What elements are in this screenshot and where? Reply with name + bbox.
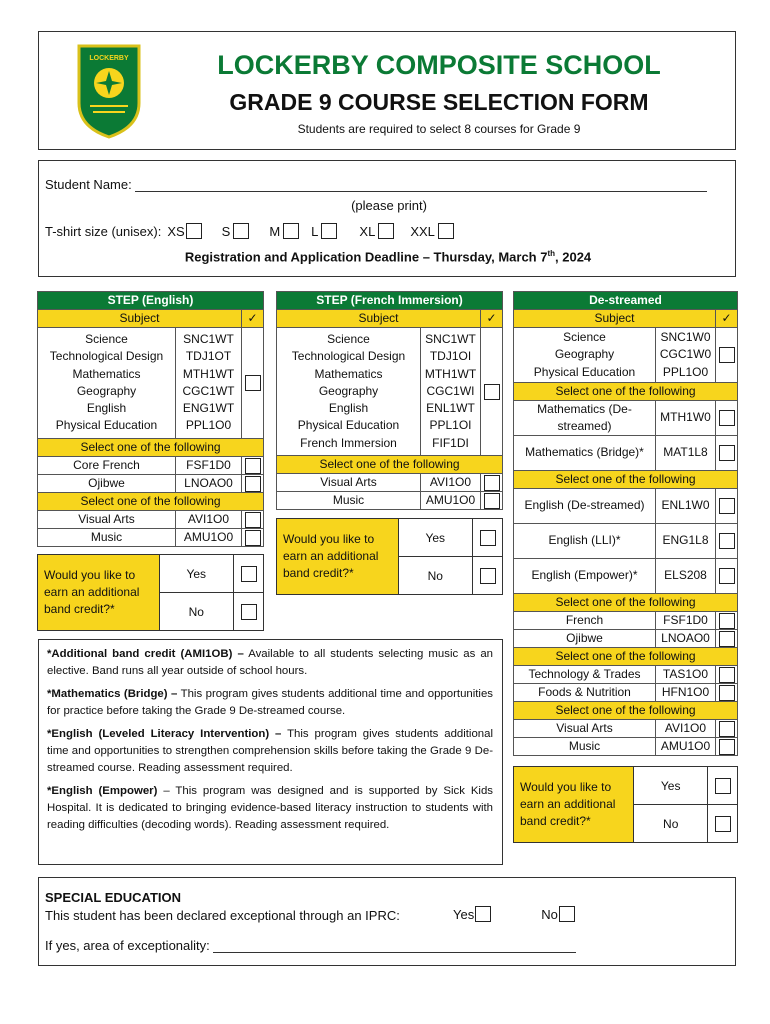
select-one-label: Select one of the following [38,492,264,510]
iprc-question: This student has been declared exceptional through an IPRC: [45,908,400,923]
subject: Visual Arts [38,510,176,528]
student-name-label: Student Name: [45,177,132,192]
check-header: ✓ [242,310,264,328]
subject: English [86,401,127,416]
course-checkbox[interactable] [484,493,500,509]
note-title: *English (Leveled Literacy Intervention) – [47,728,282,740]
band-question-text: Would you like to earn an additional band credit?* [514,767,634,842]
course-code: SNC1WT [425,332,476,346]
iprc-yes-checkbox[interactable] [475,906,491,922]
band-no-checkbox[interactable] [715,816,731,832]
subject: Core French [38,456,176,474]
note-title: *Mathematics (Bridge) – [47,688,178,700]
core-package-checkbox[interactable] [245,375,261,391]
subject: Technological Design [291,349,406,364]
destreamed-table [513,291,738,756]
course-code: AVI1O0 [421,474,481,492]
note-body: Available to all students selecting music as an elective. Band runs all year outside of school hours. [47,648,493,677]
course-code: AVI1O0 [176,510,242,528]
band-yes-checkbox[interactable] [480,530,496,546]
course-code: MTH1WT [182,366,235,381]
note-band [47,646,493,680]
course-code: MTH1W0 [656,400,716,435]
step-english-table [37,291,264,547]
note-title: *English (Empower) [47,785,158,797]
size-xl-label: XL [359,223,376,239]
subject: Mathematics (Bridge)* [514,435,656,470]
size-s-label: S [221,223,231,239]
student-name-field[interactable] [135,178,707,192]
table-row [514,435,738,470]
core-subjects [277,328,421,456]
subject: Music [277,492,421,510]
course-code: ELS208 [656,558,716,593]
form-title: GRADE 9 COURSE SELECTION FORM [229,89,649,115]
course-code: PPL1O0 [185,418,232,433]
note-english-empower [47,783,493,834]
course-code: TAS1O0 [656,665,716,683]
course-checkbox[interactable] [719,721,735,737]
header-box [38,31,736,150]
subject: French [514,611,656,629]
subject: Science [327,332,370,346]
tshirt-label: T-shirt size (unisex): [45,223,162,239]
course-code: TDJ1OI [429,349,472,364]
course-code: AMU1O0 [421,492,481,510]
course-code: LNOAO0 [656,629,716,647]
size-s-checkbox[interactable] [233,223,249,239]
yes-label: Yes [660,778,681,793]
table-row [514,488,738,523]
course-code: LNOAO0 [176,474,242,492]
check-header: ✓ [716,310,738,328]
table-row [514,737,738,755]
special-education-title: SPECIAL EDUCATION [45,890,182,905]
course-code: CGC1W0 [659,347,712,362]
core-subjects [38,328,176,439]
note-body: This program gives students additional time and opportunities to strengthen comprehension skills before taking the Grade 9 De-streamed course. Reading assessment required. [47,728,493,774]
size-m-label: M [269,223,281,239]
subject: Music [514,737,656,755]
course-code: SNC1W0 [660,330,711,344]
table-row [38,456,264,474]
select-one-label: Select one of the following [38,438,264,456]
course-code: ENG1L8 [656,523,716,558]
core-package-checkbox[interactable] [719,347,735,363]
course-checkbox[interactable] [719,533,735,549]
course-code: PPL1O0 [662,364,709,379]
print-hint: (please print) [351,198,427,213]
table-row [514,629,738,647]
french-band-question [276,518,503,595]
course-checkbox[interactable] [245,476,261,492]
deadline-text: Registration and Application Deadline – Thursday, March 7 [184,249,548,265]
course-checkbox[interactable] [719,445,735,461]
tshirt-row [45,223,454,239]
iprc-no-checkbox[interactable] [559,906,575,922]
course-checkbox[interactable] [245,530,261,546]
school-crest-logo [76,43,142,139]
core-codes [176,328,242,439]
note-body: – This program was designed and is supported by Sick Kids Hospital. It is dedicated to bringing evidence-based literacy instruction to students with reading difficulties (decoding words). Reading assessment required. [47,785,493,831]
subject: Visual Arts [277,474,421,492]
band-question-text: Would you like to earn an additional band credit?* [277,519,399,594]
subject: Mathematics [314,366,383,381]
select-one-label: Select one of the following [514,382,738,400]
destreamed-band-question [513,766,738,843]
size-l-label: L [311,223,319,239]
subject: Ojibwe [514,629,656,647]
course-code: ENL1WT [426,401,475,416]
special-education-box [38,877,736,966]
course-code: FIF1DI [432,435,469,450]
band-yes-checkbox[interactable] [715,778,731,794]
subject: English (De-streamed) [514,488,656,523]
subject: Physical Education [533,364,636,379]
size-m-checkbox[interactable] [283,223,299,239]
course-code: AMU1O0 [176,528,242,546]
table-row [514,719,738,737]
student-info-box [38,160,736,277]
table-row [514,558,738,593]
subject-header: Subject [277,310,481,328]
subject-header: Subject [514,310,716,328]
course-code: FSF1D0 [176,456,242,474]
deadline-year: , 2024 [555,249,592,265]
table-row [514,683,738,701]
subject: French Immersion [300,435,397,450]
band-question-text: Would you like to earn an additional band credit?* [38,555,160,630]
course-checkbox[interactable] [719,631,735,647]
size-xxl-checkbox[interactable] [438,223,454,239]
exceptionality-field[interactable] [213,939,576,953]
table-row [38,474,264,492]
english-band-question [37,554,264,631]
note-body: This program gives students additional time and opportunities for practice before taking the Grade 9 De-streamed course. [47,688,493,717]
size-xs-checkbox[interactable] [186,223,202,239]
subject: Ojibwe [38,474,176,492]
select-one-label: Select one of the following [514,701,738,719]
table-row [38,528,264,546]
core-codes [656,328,716,383]
crest-lettering: LOCKERBY [89,55,129,62]
course-code: MAT1L8 [656,435,716,470]
subject: Geography [554,347,615,362]
table-row [514,523,738,558]
subject: Science [85,332,128,346]
check-header: ✓ [481,310,503,328]
core-package-checkbox[interactable] [484,384,500,400]
table-row [38,510,264,528]
form-subtitle: Students are required to select 8 courses for Grade 9 [297,122,581,136]
course-checkbox[interactable] [719,613,735,629]
exceptionality-label: If yes, area of exceptionality: [45,938,210,953]
core-subjects [514,328,656,383]
course-code: AVI1O0 [656,719,716,737]
subject: Physical Education [55,418,158,433]
course-checkbox[interactable] [719,410,735,426]
yes-label: Yes [425,530,446,545]
course-code: MTH1WT [424,366,477,381]
subject: English [328,401,369,416]
course-code: SNC1WT [183,332,234,346]
course-code: FSF1D0 [656,611,716,629]
subject: Geography [318,383,379,398]
subject: English (LLI)* [514,523,656,558]
note-math-bridge [47,686,493,720]
notes-box [38,639,503,865]
table-row [514,400,738,435]
size-xs-label: XS [167,223,185,239]
band-no-checkbox[interactable] [241,604,257,620]
select-one-label: Select one of the following [514,470,738,488]
course-code: ENL1W0 [656,488,716,523]
select-one-label: Select one of the following [514,593,738,611]
band-yes-checkbox[interactable] [241,566,257,582]
subject: Technological Design [49,349,164,364]
table-row [514,665,738,683]
iprc-no-label: No [541,906,558,922]
course-code: HFN1O0 [656,683,716,701]
course-code: CGC1WT [182,383,235,398]
school-name: LOCKERBY COMPOSITE SCHOOL [217,50,661,80]
subject: Visual Arts [514,719,656,737]
course-code: CGC1WI [426,383,475,398]
table-row [277,492,503,510]
subject: Mathematics (De-streamed) [514,400,656,435]
course-code: AMU1O0 [656,737,716,755]
course-checkbox[interactable] [719,498,735,514]
course-checkbox[interactable] [719,568,735,584]
size-l-checkbox[interactable] [321,223,337,239]
table-row [277,474,503,492]
subject: Foods & Nutrition [514,683,656,701]
size-xl-checkbox[interactable] [378,223,394,239]
course-code: TDJ1OT [185,349,232,364]
table-row [514,611,738,629]
course-checkbox[interactable] [719,685,735,701]
band-no-checkbox[interactable] [480,568,496,584]
destreamed-title: De-streamed [514,292,738,310]
subject: Mathematics [72,366,141,381]
yes-label: Yes [186,566,207,581]
step-english-title: STEP (English) [38,292,264,310]
subject: Science [563,330,606,344]
course-checkbox[interactable] [719,667,735,683]
subject: Music [38,528,176,546]
course-checkbox[interactable] [245,512,261,528]
note-english-lli [47,726,493,777]
deadline [39,249,737,264]
select-one-label: Select one of the following [277,456,503,474]
course-checkbox[interactable] [245,458,261,474]
course-checkbox[interactable] [719,739,735,755]
subject: Technology & Trades [514,665,656,683]
course-code: PPL1OI [429,418,472,433]
course-checkbox[interactable] [484,475,500,491]
step-french-title: STEP (French Immersion) [277,292,503,310]
subject: Geography [76,383,137,398]
subject: English (Empower)* [514,558,656,593]
no-label: No [188,604,204,619]
course-code: ENG1WT [182,401,235,416]
step-french-table [276,291,503,510]
core-codes [421,328,481,456]
size-xxl-label: XXL [410,223,435,239]
note-title: *Additional band credit (AMI1OB) – [47,648,244,660]
subject-header: Subject [38,310,242,328]
subject: Physical Education [297,418,400,433]
select-one-label: Select one of the following [514,647,738,665]
no-label: No [427,568,443,583]
deadline-sup: th [547,249,556,258]
iprc-yes-label: Yes [453,906,475,922]
no-label: No [663,816,679,831]
